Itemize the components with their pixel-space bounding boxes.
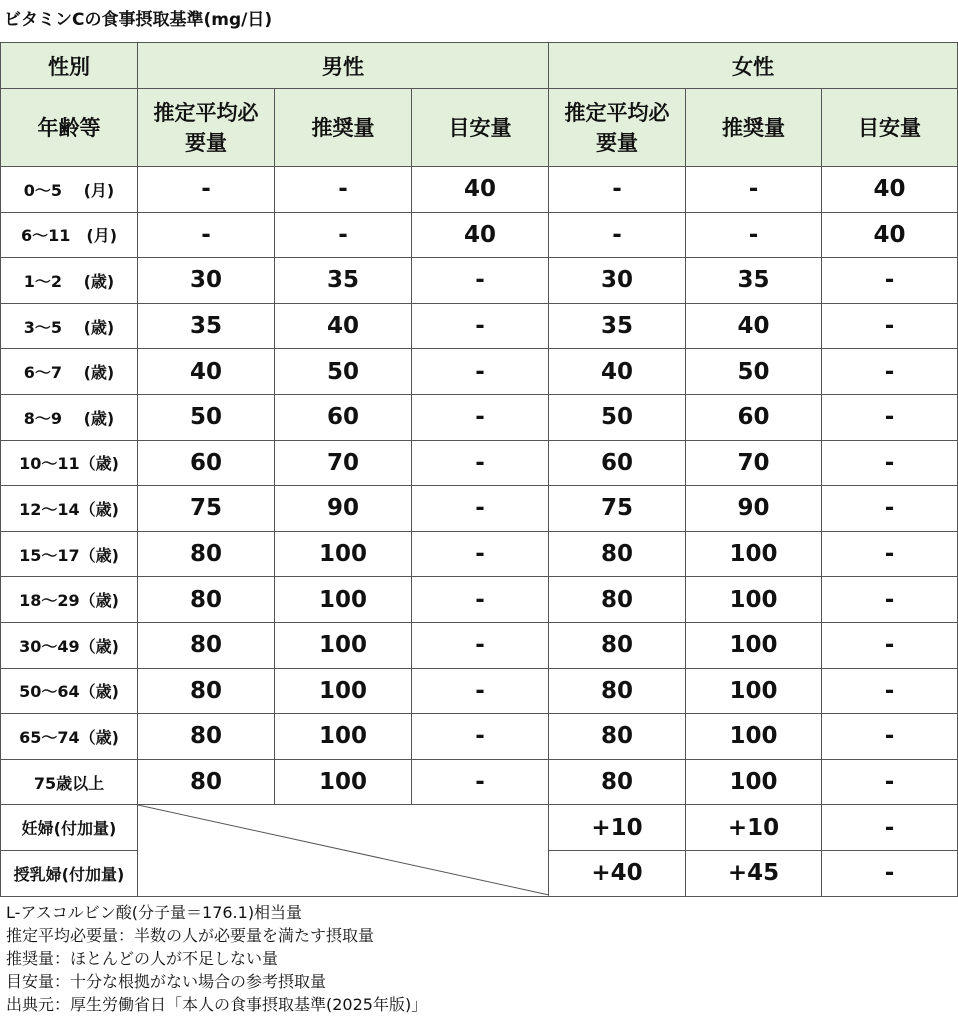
table-row [1,440,958,486]
female-value-cell: 100 [686,759,822,805]
footnote-line: L-アスコルビン酸(分子量＝176.1)相当量 [6,903,303,922]
male-value-cell: 35 [138,303,275,349]
female-supplement-value-cell: +40 [549,850,686,896]
female-value-cell: 100 [686,531,822,577]
age-label: 年齢等 [1,89,138,167]
age-cell: 15～17（歳) [1,531,138,577]
male-value-cell: - [412,440,549,486]
female-value-cell: - [822,349,958,395]
col-ai-female: 目安量 [822,89,958,167]
table-row-supplement [1,805,958,851]
female-value-cell: - [686,167,822,213]
footnote-line: 推定平均必要量：半数の人が必要量を満たす摂取量 [6,926,375,945]
male-value-cell: - [412,303,549,349]
female-value-cell: 100 [686,622,822,668]
female-value-cell: - [822,394,958,440]
male-value-cell: 80 [138,622,275,668]
age-cell: 50～64（歳) [1,668,138,714]
male-value-cell: 50 [275,349,412,395]
female-value-cell: 80 [549,622,686,668]
female-value-cell: - [822,258,958,304]
male-value-cell: 80 [138,759,275,805]
male-header: 男性 [138,43,549,89]
female-value-cell: 50 [686,349,822,395]
table-title: ビタミンCの食事摂取基準(mg/日) [4,10,273,30]
footnotes [6,901,427,1016]
male-value-cell: - [412,577,549,623]
age-cell: 0～5 (月) [1,167,138,213]
age-cell: 18～29（歳) [1,577,138,623]
male-value-cell: 90 [275,486,412,532]
col-ear-male [138,89,275,167]
female-value-cell: 80 [549,714,686,760]
female-value-cell: 90 [686,486,822,532]
female-value-cell: 60 [686,394,822,440]
male-value-cell: 100 [275,668,412,714]
male-value-cell: 40 [412,212,549,258]
male-value-cell: - [138,167,275,213]
age-cell: 1～2 (歳) [1,258,138,304]
female-value-cell: 40 [549,349,686,395]
age-cell: 6～11 (月) [1,212,138,258]
table-row [1,759,958,805]
male-value-cell: 100 [275,622,412,668]
male-value-cell: 35 [275,258,412,304]
male-value-cell: 70 [275,440,412,486]
female-value-cell: - [822,440,958,486]
female-value-cell: - [822,759,958,805]
footnote-line: 出典元：厚生労働省日「本人の食事摂取基準(2025年版)」 [6,995,428,1014]
table-row [1,622,958,668]
age-cell: 75歳以上 [1,759,138,805]
footnote-line: 推奨量：ほとんどの人が不足しない量 [6,949,279,968]
male-value-cell: 80 [138,714,275,760]
age-cell: 65～74（歳) [1,714,138,760]
female-value-cell: 100 [686,668,822,714]
male-value-cell: 30 [138,258,275,304]
female-value-cell: 50 [549,394,686,440]
header-row-columns [1,89,958,167]
female-value-cell: 100 [686,577,822,623]
female-value-cell: 75 [549,486,686,532]
vitamin-c-table [0,42,958,897]
male-value-cell: - [275,167,412,213]
col-ear-male-label: 推定平均必要量 [153,100,259,155]
male-not-applicable-cell [138,805,549,896]
male-value-cell: 60 [138,440,275,486]
female-value-cell: 30 [549,258,686,304]
female-header: 女性 [549,43,958,89]
female-value-cell: 40 [822,167,958,213]
male-value-cell: - [412,759,549,805]
col-ear-female-label: 推定平均必要量 [564,100,670,155]
male-value-cell: - [275,212,412,258]
male-value-cell: 40 [412,167,549,213]
male-value-cell: 50 [138,394,275,440]
table-row [1,486,958,532]
male-value-cell: 100 [275,714,412,760]
table-row [1,577,958,623]
male-value-cell: 40 [138,349,275,395]
table-row [1,258,958,304]
col-rda-female: 推奨量 [686,89,822,167]
female-value-cell: - [549,212,686,258]
female-value-cell: - [822,531,958,577]
female-value-cell: 80 [549,577,686,623]
female-value-cell: - [822,303,958,349]
male-value-cell: - [412,714,549,760]
table-row [1,714,958,760]
female-value-cell: - [822,622,958,668]
supplement-label: 授乳婦(付加量) [1,850,138,896]
male-value-cell: 80 [138,577,275,623]
male-value-cell: - [412,622,549,668]
col-rda-male: 推奨量 [275,89,412,167]
col-ear-female [549,89,686,167]
male-value-cell: - [412,531,549,577]
footnote-line: 目安量：十分な根拠がない場合の参考摂取量 [6,972,327,991]
female-value-cell: - [822,714,958,760]
female-value-cell: - [686,212,822,258]
female-supplement-value-cell: +45 [686,850,822,896]
female-value-cell: 80 [549,668,686,714]
female-supplement-value-cell: - [822,850,958,896]
female-value-cell: - [822,577,958,623]
table-row [1,394,958,440]
table-row [1,303,958,349]
table-row [1,212,958,258]
male-value-cell: - [138,212,275,258]
female-value-cell: 35 [549,303,686,349]
female-value-cell: 40 [686,303,822,349]
female-value-cell: 60 [549,440,686,486]
table-row [1,349,958,395]
age-cell: 3～5 (歳) [1,303,138,349]
male-value-cell: 100 [275,759,412,805]
table-row [1,167,958,213]
male-value-cell: 60 [275,394,412,440]
male-value-cell: 80 [138,531,275,577]
female-value-cell: 80 [549,759,686,805]
header-row-sex [1,43,958,89]
male-value-cell: - [412,486,549,532]
male-value-cell: - [412,349,549,395]
male-value-cell: - [412,668,549,714]
female-value-cell: 80 [549,531,686,577]
male-value-cell: - [412,394,549,440]
male-value-cell: 80 [138,668,275,714]
male-value-cell: 100 [275,577,412,623]
female-value-cell: - [822,486,958,532]
age-cell: 8～9 (歳) [1,394,138,440]
female-supplement-value-cell: +10 [686,805,822,851]
female-supplement-value-cell: - [822,805,958,851]
female-value-cell: - [549,167,686,213]
male-value-cell: 75 [138,486,275,532]
female-value-cell: 70 [686,440,822,486]
age-cell: 30～49（歳) [1,622,138,668]
male-value-cell: 40 [275,303,412,349]
age-cell: 6～7 (歳) [1,349,138,395]
table-row [1,531,958,577]
diagonal-strike [138,805,549,895]
sex-label: 性別 [1,43,138,89]
age-cell: 10～11（歳) [1,440,138,486]
male-value-cell: - [412,258,549,304]
supplement-label: 妊婦(付加量) [1,805,138,851]
female-value-cell: 40 [822,212,958,258]
col-ai-male: 目安量 [412,89,549,167]
female-supplement-value-cell: +10 [549,805,686,851]
male-value-cell: 100 [275,531,412,577]
female-value-cell: - [822,668,958,714]
female-value-cell: 35 [686,258,822,304]
table-row [1,668,958,714]
female-value-cell: 100 [686,714,822,760]
age-cell: 12～14（歳) [1,486,138,532]
